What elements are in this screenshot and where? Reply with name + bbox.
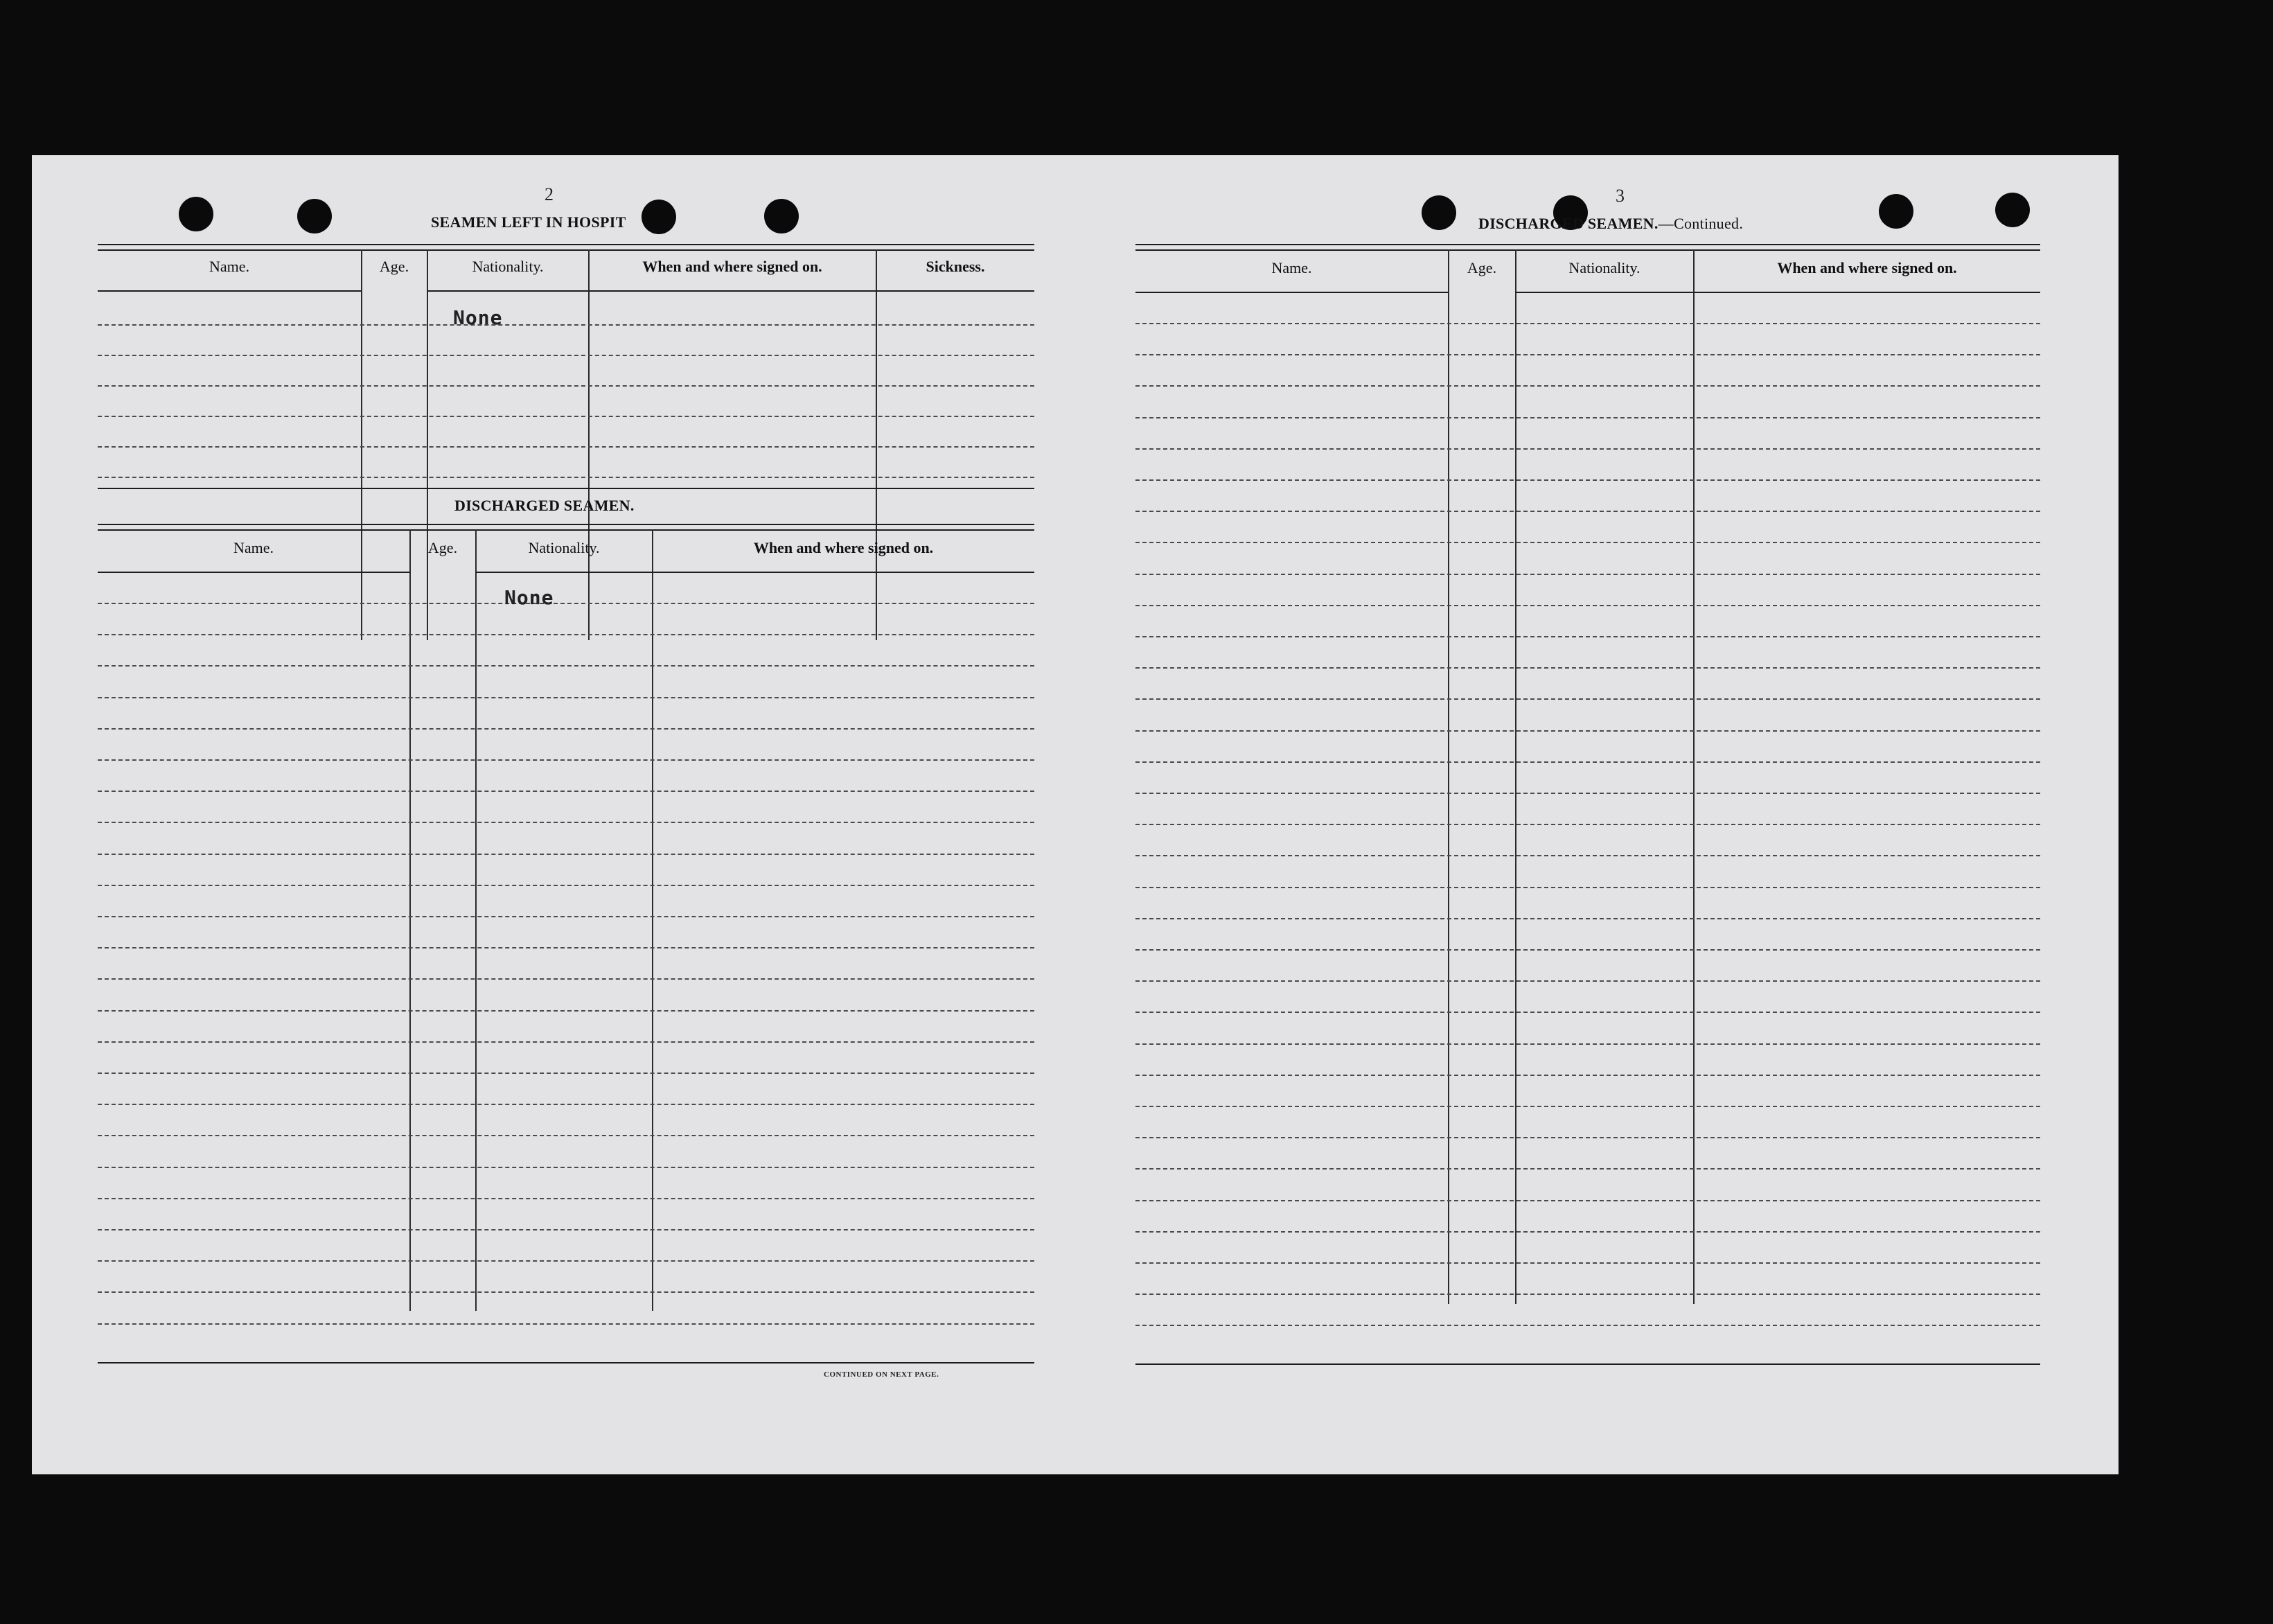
row-line	[98, 1073, 1034, 1074]
row-line	[98, 854, 1034, 855]
column-header-nationality: Nationality.	[472, 258, 544, 275]
row-line	[1135, 1075, 2040, 1076]
column-header-age: Age.	[1467, 259, 1497, 276]
row-line	[98, 978, 1034, 980]
row-line	[98, 355, 1034, 356]
hospital-entry-text: None	[453, 306, 503, 329]
row-line	[98, 791, 1034, 792]
row-line	[1135, 1325, 2040, 1326]
rule	[1135, 244, 2040, 245]
row-line	[1135, 1043, 2040, 1045]
header-rule	[1694, 292, 2040, 293]
row-line	[1135, 417, 2040, 418]
row-line	[98, 1260, 1034, 1262]
row-line	[98, 1323, 1034, 1325]
column-header-name: Name.	[209, 258, 250, 275]
header-rule	[1135, 292, 1448, 293]
header-rule	[1516, 292, 1693, 293]
row-line	[98, 1104, 1034, 1105]
column-header-nationality: Nationality.	[1568, 259, 1640, 276]
row-line	[1135, 855, 2040, 856]
column-header-name: Name.	[233, 539, 274, 556]
row-line	[1135, 980, 2040, 982]
continued-note: CONTINUED ON NEXT PAGE.	[824, 1370, 939, 1379]
row-line	[1135, 1137, 2040, 1138]
row-line	[98, 385, 1034, 387]
row-line	[1135, 949, 2040, 951]
column-divider	[427, 249, 428, 640]
row-line	[1135, 1106, 2040, 1107]
rule	[98, 1362, 1034, 1363]
row-line	[1135, 479, 2040, 481]
row-line	[1135, 323, 2040, 324]
column-header-signed-on: When and where signed on.	[1777, 259, 1957, 276]
row-line	[1135, 1294, 2040, 1295]
row-line	[1135, 605, 2040, 606]
discharged-continued-title	[1478, 215, 1743, 233]
column-divider	[409, 529, 411, 1311]
row-line	[98, 603, 1034, 604]
column-divider	[1448, 249, 1449, 1304]
row-line	[98, 477, 1034, 478]
header-rule	[98, 572, 409, 573]
row-line	[1135, 1012, 2040, 1013]
row-line	[98, 885, 1034, 886]
column-divider	[588, 249, 590, 640]
header-rule	[653, 572, 1034, 573]
row-line	[1135, 636, 2040, 637]
row-line	[98, 1229, 1034, 1230]
row-line	[98, 822, 1034, 823]
page-number: 2	[545, 184, 554, 204]
row-line	[98, 665, 1034, 667]
row-line	[1135, 574, 2040, 575]
row-line	[98, 947, 1034, 948]
row-line	[1135, 354, 2040, 355]
column-header-signed-on: When and where signed on.	[753, 539, 934, 556]
row-line	[1135, 542, 2040, 543]
row-line	[1135, 385, 2040, 387]
row-line	[98, 728, 1034, 730]
header-rule	[476, 572, 652, 573]
column-divider	[475, 529, 477, 1311]
row-line	[1135, 511, 2040, 512]
row-line	[98, 697, 1034, 698]
column-header-nationality: Nationality.	[528, 539, 600, 556]
row-line	[1135, 1231, 2040, 1233]
discharged-entry-text: None	[504, 586, 554, 609]
row-line	[98, 446, 1034, 448]
header-rule	[98, 290, 361, 292]
rule	[1135, 1363, 2040, 1365]
header-rule	[876, 290, 1034, 292]
hospital-section-title: SEAMEN LEFT IN HOSPIT	[431, 213, 626, 231]
column-divider	[1693, 249, 1695, 1304]
row-line	[98, 1041, 1034, 1043]
row-line	[98, 1291, 1034, 1293]
row-line	[98, 916, 1034, 917]
column-header-age: Age.	[379, 258, 409, 275]
rule	[98, 529, 1034, 531]
document-sheet	[32, 155, 2119, 1474]
row-line	[1135, 448, 2040, 450]
row-line	[1135, 730, 2040, 732]
column-header-name: Name.	[1271, 259, 1312, 276]
row-line	[98, 1010, 1034, 1012]
title-text: DISCHARGED SEAMEN.	[1478, 215, 1659, 232]
rule	[98, 249, 1034, 251]
left-page	[32, 155, 1071, 1474]
discharged-section-title: DISCHARGED SEAMEN.	[454, 497, 635, 514]
row-line	[1135, 761, 2040, 763]
row-line	[1135, 1262, 2040, 1264]
row-line	[98, 634, 1034, 635]
row-line	[1135, 824, 2040, 825]
column-divider	[652, 529, 653, 1311]
header-rule	[427, 290, 588, 292]
row-line	[1135, 918, 2040, 919]
row-line	[98, 1167, 1034, 1168]
row-line	[1135, 667, 2040, 669]
column-header-sickness: Sickness.	[926, 258, 985, 275]
row-line	[98, 324, 1034, 326]
row-line	[1135, 698, 2040, 700]
row-line	[98, 1198, 1034, 1199]
row-line	[1135, 887, 2040, 888]
column-divider	[1515, 249, 1516, 1304]
page-number: 3	[1616, 186, 1625, 206]
header-rule	[589, 290, 876, 292]
rule	[98, 488, 1034, 489]
row-line	[1135, 793, 2040, 794]
rule	[98, 524, 1034, 525]
title-suffix: —Continued.	[1658, 215, 1744, 232]
column-divider	[361, 249, 362, 640]
rule	[98, 244, 1034, 245]
column-header-age: Age.	[427, 539, 458, 556]
right-page	[1071, 155, 2119, 1474]
column-header-signed-on: When and where signed on.	[642, 258, 822, 275]
rule	[1135, 249, 2040, 251]
row-line	[98, 416, 1034, 417]
row-line	[98, 1135, 1034, 1136]
row-line	[1135, 1200, 2040, 1201]
column-divider	[876, 249, 877, 640]
row-line	[98, 759, 1034, 761]
row-line	[1135, 1168, 2040, 1170]
